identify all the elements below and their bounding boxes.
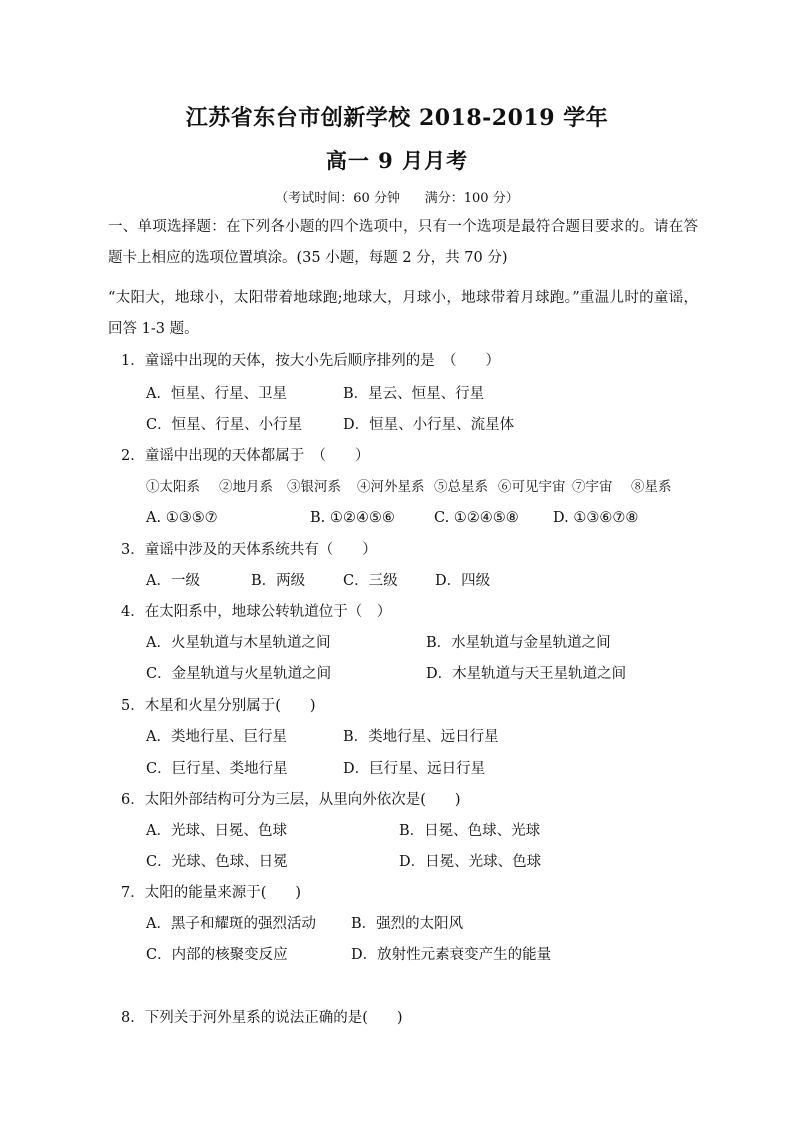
question-7-option-b: B．强烈的太阳风 [351,916,464,932]
question-2-item-8: ⑧星系 [631,479,672,495]
question-4-option-d: D．木星轨道与天王星轨道之间 [426,666,627,682]
question-1-option-c: C．恒星、行星、小行星 [146,417,303,433]
question-7-stem: 7．太阳的能量来源于( ) [121,885,302,901]
question-2-item-3: ③银河系 [287,479,341,495]
question-4-option-a: A．火星轨道与木星轨道之间 [146,635,331,651]
question-2-stem: 2．童谣中出现的天体都属于 （ ） [121,448,370,464]
full-score: 满分：100 分） [424,191,519,206]
question-5-option-c: C．巨行星、类地行星 [146,761,288,777]
question-1-option-b: B．星云、恒星、行星 [343,386,485,402]
question-2-item-4: ④河外星系 [357,479,425,495]
question-4-option-b: B．水星轨道与金星轨道之间 [426,635,611,651]
question-1-stem: 1．童谣中出现的天体，按大小先后顺序排列的是 （ ） [121,353,500,369]
question-5-option-a: A．类地行星、巨行星 [146,729,287,745]
question-3-option-c: C．三级 [343,573,398,589]
question-1-option-d: D．恒星、小行星、流星体 [343,417,515,433]
question-2-option-c: C. ①②④⑤⑧ [434,510,519,526]
question-5-stem: 5．木星和火星分别属于( ) [121,698,316,714]
question-2-option-b: B. ①②④⑤⑥ [310,510,395,526]
exam-info [0,187,794,206]
question-4-stem: 4．在太阳系中，地球公转轨道位于（ ） [121,604,392,620]
question-3-stem: 3．童谣中涉及的天体系统共有（ ） [121,542,377,558]
question-3-option-d: D．四级 [435,573,491,589]
question-6-option-a: A．光球、日冕、色球 [146,823,287,839]
question-2-item-7: ⑦宇宙 [572,479,613,495]
question-7-option-a: A．黑子和耀斑的强烈活动 [146,916,316,932]
exam-subtitle: 高一 9 月月考 [325,148,469,173]
question-2-option-a: A. ①③⑤⑦ [146,510,218,526]
question-2-item-1: ①太阳系 [146,479,200,495]
question-6-option-c: C．光球、色球、日冕 [146,854,288,870]
question-2-item-6: ⑥可见宇宙 [498,479,566,495]
exam-time: （考试时间：60 分钟 [275,191,400,206]
question-2-item-5: ⑤总星系 [434,479,488,495]
passage-text: “太阳大，地球小，太阳带着地球跑;地球大，月球小，地球带着月球跑。”重温儿时的童谣，回答 1-3 题。 [108,290,698,337]
question-7-option-c: C．内部的核聚变反应 [146,947,288,963]
question-7-option-d: D．放射性元素衰变产生的能量 [351,947,552,963]
question-5-option-b: B．类地行星、远日行星 [343,729,499,745]
question-6-option-b: B．日冕、色球、光球 [399,823,541,839]
section-instructions: 一、单项选择题：在下列各小题的四个选项中，只有一个选项是最符合题目要求的。请在答题卡上相应的选项位置填涂。(35 小题，每题 2 分，共 70 分) [108,219,698,266]
question-6-option-d: D．日冕、光球、色球 [399,854,542,870]
question-3-option-a: A．一级 [146,573,200,589]
question-2-option-d: D. ①③⑥⑦⑧ [553,510,639,526]
question-6-stem: 6．太阳外部结构可分为三层，从里向外依次是( ) [121,792,461,808]
question-3-option-b: B．两级 [251,573,306,589]
question-1-option-a: A．恒星、行星、卫星 [146,386,287,402]
question-8-stem: 8．下列关于河外星系的说法正确的是( ) [121,1010,403,1026]
exam-title: 江苏省东台市创新学校 2018-2019 学年 [185,105,609,131]
question-4-option-c: C．金星轨道与火星轨道之间 [146,666,332,682]
question-2-item-2: ②地月系 [219,479,273,495]
question-5-option-d: D．巨行星、远日行星 [343,761,486,777]
